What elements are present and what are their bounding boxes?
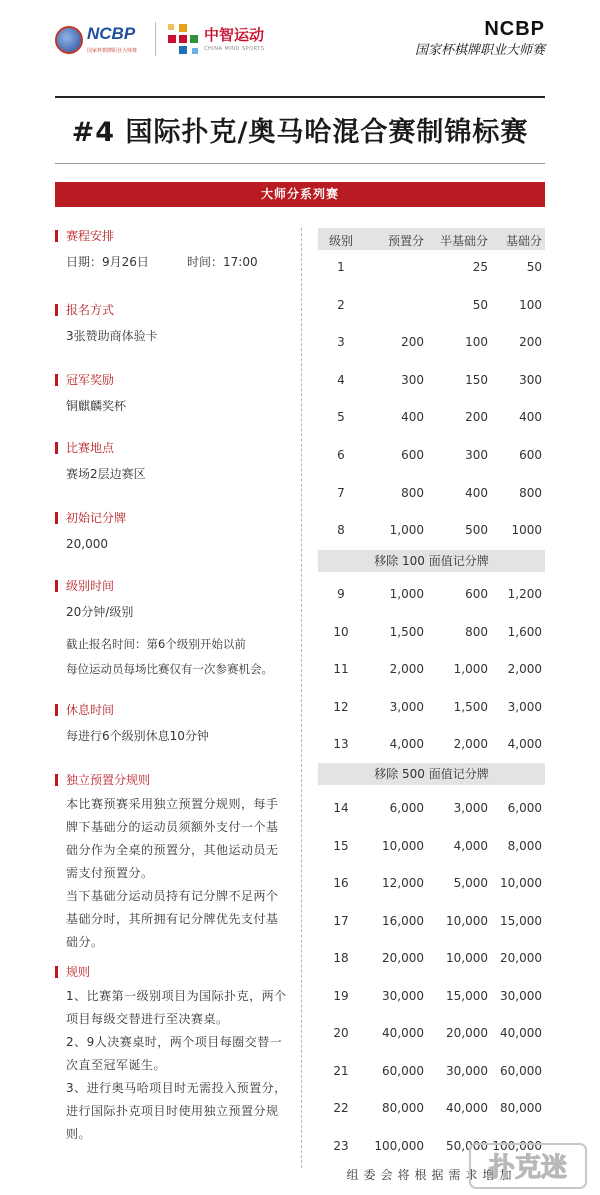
cell-small-blind: 15,000 xyxy=(446,988,488,1003)
cell-level: 9 xyxy=(337,587,345,601)
cell-ante: 10,000 xyxy=(382,838,424,853)
series-banner: 大师分系列赛 xyxy=(55,182,545,207)
table-row xyxy=(318,1097,545,1121)
logo-divider xyxy=(155,22,156,56)
cell-level: 11 xyxy=(333,662,349,676)
cell-big-blind: 20,000 xyxy=(500,951,542,965)
ncbp-logo-text: NCBP xyxy=(87,24,136,43)
mind-sports-logo-en: CHINA MIND SPORTS xyxy=(204,46,265,52)
heading-bar xyxy=(55,374,58,386)
title-top-rule xyxy=(55,96,545,98)
table-row xyxy=(318,733,545,757)
cell-big-blind: 6,000 xyxy=(507,801,542,815)
cell-level: 6 xyxy=(337,448,345,462)
cell-level: 21 xyxy=(333,1063,349,1078)
watermark-logo xyxy=(468,1140,588,1192)
cell-big-blind: 2,000 xyxy=(507,662,542,676)
cell-ante: 300 xyxy=(401,372,424,387)
table-row xyxy=(318,406,545,430)
china-mind-sports-logo xyxy=(168,20,278,60)
ante-paragraph-1: 本比赛预赛采用独立预置分规则，每手牌下基础分的运动员须额外支付一个基础分作为全桌的预置分，其他运动员无需支付预置分。 xyxy=(66,797,279,880)
header-logos xyxy=(55,18,545,63)
cell-big-blind: 1,200 xyxy=(507,587,542,601)
cell-small-blind: 1,500 xyxy=(453,699,488,714)
section-prize xyxy=(55,372,126,415)
table-row xyxy=(318,1060,545,1084)
section-heading xyxy=(55,578,273,594)
table-row xyxy=(318,1022,545,1046)
heading-bar xyxy=(55,304,58,316)
cell-ante: 400 xyxy=(401,410,424,425)
heading-bar xyxy=(55,512,58,524)
mind-sports-emblem-icon xyxy=(168,24,198,54)
column-divider xyxy=(301,228,302,1168)
section-heading xyxy=(55,228,258,244)
cell-ante: 2,000 xyxy=(389,662,424,676)
cell-big-blind: 600 xyxy=(519,448,542,462)
table-row xyxy=(318,482,545,506)
cell-small-blind: 2,000 xyxy=(453,737,488,751)
registration-text: 3张赞助商体验卡 xyxy=(66,329,158,343)
ante-paragraph-2: 当下基础分运动员持有记分牌不足两个基础分时，其所拥有记分牌优先支付基础分。 xyxy=(66,889,279,949)
cell-small-blind: 10,000 xyxy=(446,951,488,965)
cell-big-blind: 40,000 xyxy=(500,1026,542,1040)
cell-small-blind: 50,000 xyxy=(446,1138,488,1153)
rule-1: 1、比赛第一级别项目为国际扑克，两个项目每级交替进行至决赛桌。 xyxy=(66,989,287,1026)
cell-small-blind: 4,000 xyxy=(453,838,488,853)
mind-sports-logo-cn: 中智运动 xyxy=(204,26,265,44)
cell-big-blind: 4,000 xyxy=(507,737,542,751)
heading-bar xyxy=(55,230,58,242)
cell-ante: 30,000 xyxy=(382,988,424,1003)
level-time-body xyxy=(55,603,273,678)
cell-level: 4 xyxy=(337,372,345,387)
cell-small-blind: 5,000 xyxy=(453,876,488,890)
cell-ante: 80,000 xyxy=(382,1101,424,1115)
registration-heading: 报名方式 xyxy=(66,303,115,317)
table-row xyxy=(318,444,545,468)
table-row xyxy=(318,985,545,1009)
section-schedule xyxy=(55,228,258,271)
header-ante: 预置分 xyxy=(387,234,424,248)
ante-heading: 独立预置分规则 xyxy=(66,773,151,787)
heading-bar xyxy=(55,580,58,592)
section-level-time xyxy=(55,578,273,678)
section-ante-rule xyxy=(55,772,287,954)
section-venue xyxy=(55,440,146,483)
table-footnote: 组委会将根据需求增加 xyxy=(346,1168,517,1182)
cell-ante: 3,000 xyxy=(389,699,424,714)
cell-small-blind: 20,000 xyxy=(446,1026,488,1040)
schedule-heading: 赛程安排 xyxy=(66,229,115,243)
header-big-blind: 基础分 xyxy=(505,234,542,248)
cell-big-blind: 8,000 xyxy=(507,838,542,853)
rules-body xyxy=(55,985,287,1146)
venue-heading: 比赛地点 xyxy=(66,441,115,455)
chips-text: 20,000 xyxy=(66,537,108,551)
cell-level: 16 xyxy=(333,876,349,890)
section-heading xyxy=(55,772,287,788)
schedule-time: 时间：17:00 xyxy=(187,255,258,269)
prize-heading: 冠军奖励 xyxy=(66,373,115,387)
cell-level: 3 xyxy=(337,335,345,350)
cell-small-blind: 1,000 xyxy=(453,662,488,676)
cell-ante: 6,000 xyxy=(389,801,424,815)
venue-text: 赛场2层边赛区 xyxy=(66,467,146,481)
cell-ante: 1,000 xyxy=(389,587,424,601)
table-header xyxy=(318,228,545,250)
cell-ante: 4,000 xyxy=(389,737,424,751)
cell-big-blind: 1000 xyxy=(511,523,542,538)
break-heading: 休息时间 xyxy=(66,703,115,717)
cell-big-blind: 100 xyxy=(519,297,542,312)
cell-big-blind: 300 xyxy=(519,372,542,387)
table-row xyxy=(318,369,545,393)
ncbp-logo-subtext: 国家杯棋牌职业大师赛 xyxy=(87,48,138,54)
rule-3: 3、进行奥马哈项目时无需投入预置分，进行国际扑克项目时使用独立预置分规则。 xyxy=(66,1081,287,1141)
cell-big-blind: 1,600 xyxy=(507,624,542,639)
chip-removal-band: 移除 100 面值记分牌 xyxy=(318,550,545,572)
ncbp-wordmark-cn: 国家杯棋牌职业大师赛 xyxy=(414,43,545,58)
cell-ante: 20,000 xyxy=(382,951,424,965)
cell-small-blind: 400 xyxy=(465,485,488,500)
header-small-blind: 半基础分 xyxy=(439,234,488,248)
cell-level: 5 xyxy=(337,410,345,425)
cell-level: 22 xyxy=(333,1101,349,1115)
section-starting-chips xyxy=(55,510,126,553)
cell-level: 17 xyxy=(333,913,349,928)
ncbp-wordmark xyxy=(415,18,545,58)
watermark-text: 扑克迷 xyxy=(488,1153,568,1183)
cell-level: 19 xyxy=(333,988,349,1003)
entry-limit-note: 每位运动员每场比赛仅有一次参赛机会。 xyxy=(66,662,273,676)
cell-ante: 40,000 xyxy=(382,1026,424,1040)
cell-small-blind: 50 xyxy=(472,297,488,312)
table-row xyxy=(318,910,545,934)
table-row xyxy=(318,583,545,607)
table-row xyxy=(318,294,545,318)
cell-level: 8 xyxy=(337,523,345,538)
section-break xyxy=(55,702,209,745)
level-time-heading: 级别时间 xyxy=(66,579,115,593)
schedule-body xyxy=(55,253,258,271)
cell-big-blind: 50 xyxy=(526,260,542,274)
table-row xyxy=(318,835,545,859)
section-registration xyxy=(55,302,158,345)
cell-big-blind: 100,000 xyxy=(492,1138,542,1153)
header-level: 级别 xyxy=(328,234,353,248)
cell-small-blind: 600 xyxy=(465,587,488,601)
spacer xyxy=(66,621,273,635)
cell-small-blind: 150 xyxy=(465,372,488,387)
table-row xyxy=(318,658,545,682)
table-row xyxy=(318,621,545,645)
cell-ante: 16,000 xyxy=(382,913,424,928)
section-heading xyxy=(55,964,287,980)
prize-text: 铜麒麟奖杯 xyxy=(66,399,127,413)
section-heading xyxy=(55,372,126,388)
cell-ante: 200 xyxy=(401,335,424,350)
cell-level: 2 xyxy=(337,297,345,312)
section-heading xyxy=(55,510,126,526)
section-heading xyxy=(55,702,209,718)
break-text: 每进行6个级别休息10分钟 xyxy=(66,729,209,743)
cell-ante: 1,000 xyxy=(389,523,424,538)
heading-bar xyxy=(55,704,58,716)
table-row xyxy=(318,331,545,355)
cell-small-blind: 10,000 xyxy=(446,913,488,928)
cell-small-blind: 800 xyxy=(465,624,488,639)
cell-level: 20 xyxy=(333,1026,349,1040)
schedule-date: 日期：9月26日 xyxy=(66,255,149,269)
cell-ante: 12,000 xyxy=(382,876,424,890)
cell-big-blind: 400 xyxy=(519,410,542,425)
cell-ante: 600 xyxy=(401,448,424,462)
chip-removal-band: 移除 500 面值记分牌 xyxy=(318,763,545,785)
cell-level: 10 xyxy=(333,624,349,639)
cell-level: 7 xyxy=(337,485,345,500)
cell-level: 15 xyxy=(333,838,349,853)
cell-big-blind: 10,000 xyxy=(500,876,542,890)
cell-level: 1 xyxy=(337,260,345,274)
cell-big-blind: 60,000 xyxy=(500,1063,542,1078)
heading-bar xyxy=(55,442,58,454)
cell-ante: 1,500 xyxy=(389,624,424,639)
section-heading xyxy=(55,440,146,456)
registration-deadline: 截止报名时间：第6个级别开始以前 xyxy=(66,637,246,651)
chips-heading: 初始记分牌 xyxy=(66,511,127,525)
section-rules xyxy=(55,964,287,1146)
table-row xyxy=(318,519,545,543)
cell-small-blind: 25 xyxy=(472,260,488,274)
rules-heading: 规则 xyxy=(66,965,91,979)
title-bottom-rule xyxy=(55,163,545,164)
section-heading xyxy=(55,302,158,318)
ncbp-emblem-icon xyxy=(55,26,83,54)
table-row xyxy=(318,797,545,821)
cell-small-blind: 500 xyxy=(465,523,488,538)
ncbp-wordmark-text: NCBP xyxy=(484,18,545,40)
table-row xyxy=(318,872,545,896)
cell-big-blind: 200 xyxy=(519,335,542,350)
cell-small-blind: 30,000 xyxy=(446,1063,488,1078)
cell-small-blind: 200 xyxy=(465,410,488,425)
cell-level: 18 xyxy=(333,951,349,965)
table-row xyxy=(318,256,545,280)
rule-2: 2、9人决赛桌时，两个项目每圈交替一次直至冠军诞生。 xyxy=(66,1035,283,1072)
cell-ante: 60,000 xyxy=(382,1063,424,1078)
cell-level: 23 xyxy=(333,1138,349,1153)
heading-bar xyxy=(55,774,58,786)
cell-level: 12 xyxy=(333,699,349,714)
cell-ante: 800 xyxy=(401,485,424,500)
cell-small-blind: 100 xyxy=(465,335,488,350)
heading-bar xyxy=(55,966,58,978)
cell-big-blind: 30,000 xyxy=(500,988,542,1003)
cell-small-blind: 300 xyxy=(465,448,488,462)
cell-ante: 100,000 xyxy=(374,1138,424,1153)
level-time-text: 20分钟/级别 xyxy=(66,605,134,619)
cell-big-blind: 800 xyxy=(519,485,542,500)
cell-small-blind: 3,000 xyxy=(453,801,488,815)
cell-big-blind: 80,000 xyxy=(500,1101,542,1115)
ante-body xyxy=(55,793,287,954)
table-row xyxy=(318,947,545,971)
table-row xyxy=(318,696,545,720)
cell-small-blind: 40,000 xyxy=(446,1101,488,1115)
page-title: #4 国际扑克/奥马哈混合赛制锦标赛 xyxy=(71,117,529,148)
cell-level: 14 xyxy=(333,801,349,815)
cell-level: 13 xyxy=(333,737,349,751)
cell-big-blind: 3,000 xyxy=(507,699,542,714)
ncbp-logo xyxy=(55,22,147,58)
cell-big-blind: 15,000 xyxy=(500,913,542,928)
